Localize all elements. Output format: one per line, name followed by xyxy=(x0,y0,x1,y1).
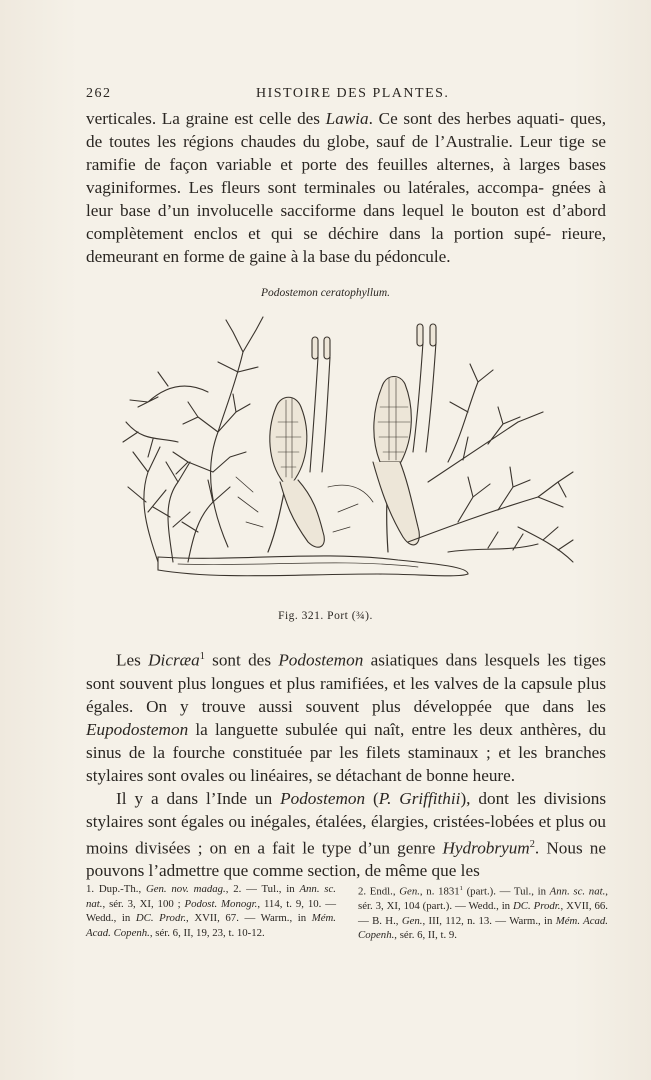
page-number: 262 xyxy=(86,86,112,101)
running-title: HISTOIRE DES PLANTES. xyxy=(256,86,450,101)
paragraph-3: Il y a dans l’Inde un Podostemon (P. Griffithii), dont les divisions stylaires sont égales ou inégales, étalées, élargies, cristées-lobées et plus ou moins divisées ; on en a fait le type d’un genre Hydrobryum$^2$. Nous ne pouvons l’admettre que comme section, de même que les xyxy=(86,788,607,881)
paragraph-1: verticales. La graine est celle des Lawia. Ce sont des herbes aquati- ques, de toutes les régions chaudes du globe, sauf de l’Australie. Leur tige se ramifie de façon variable et porte des feuilles alternes, à larges bases vaginiformes. Les fleurs sont terminales ou latérales, accompa- gnées à leur base d’un involucelle sacciforme dans lequel le bouton est d’abord complètement enclos et qui se déchire dans la portion supé- rieure, demeurant en forme de gaine à la base du pédoncule. xyxy=(86,109,607,266)
italic-text: Gen. xyxy=(399,885,420,898)
footnote-2: 2. Endl., Gen., n. 1831$^1$ (part.). — Tul., in Ann. sc. nat., sér. 3, XI, 104 (part.). — Wedd., in DC. Prodr., XVII, 66. — B. H., Gen., III, 112, n. 13. — Warm., in Mém. Acad. Copenh., sér. 6, II, t. 9. xyxy=(358,885,609,942)
italic-text: Mém. Acad. Copenh. xyxy=(358,914,609,942)
footnote-ref: 1 xyxy=(459,885,463,892)
italic-text: Mém. Acad. Copenh. xyxy=(86,912,336,939)
page-header xyxy=(86,86,606,106)
figure-title: Podostemon ceratophyllum. xyxy=(260,287,391,299)
italic-text: Gen. xyxy=(401,914,423,927)
footnote-ref: 1 xyxy=(199,651,205,662)
botanical-illustration xyxy=(118,312,578,602)
figure-caption: Fig. 321. Port (¾). xyxy=(278,610,373,622)
italic-text: Podostemon xyxy=(278,650,364,670)
italic-text: Eupodostemon xyxy=(86,719,189,739)
italic-text: Hydrobryum xyxy=(442,838,530,858)
paragraph-2: Les Dicræa$^1$ sont des Podostemon asiatiques dans lesquels les tiges sont souvent plus longues et plus ramifiées, et les valves de la capsule plus égales. On y trouve aussi souvent plus développée que dans les Eupodostemon la languette subulée qui naît, entre les deux anthères, du sinus de la fourche constituée par les filets staminaux ; et les branches stylaires sont ovales ou linéaires, se détachant de bonne heure. xyxy=(86,650,607,785)
italic-text: Dicræa xyxy=(148,650,200,670)
italic-text: Gen. nov. madag. xyxy=(145,883,226,895)
italic-text: Lawia xyxy=(325,109,369,128)
italic-text: Ann. sc. nat. xyxy=(86,883,336,910)
footnote-1: 1. Dup.-Th., Gen. nov. madag., 2. — Tul., in Ann. sc. nat., sér. 3, XI, 100 ; Podost. Monogr., 114, t. 9, 10. — Wedd., in DC. Prodr., XVII, 67. — Warm., in Mém. Acad. Copenh., sér. 6, II, 19, 23, t. 10-12. xyxy=(86,883,336,939)
footnote-ref: 2 xyxy=(529,838,535,850)
italic-text: Podostemon xyxy=(280,788,366,808)
italic-text: Ann. sc. nat. xyxy=(549,885,606,898)
italic-text: DC. Prodr. xyxy=(513,900,561,913)
paragraph-block-1 xyxy=(86,107,606,268)
italic-text: P. Griffithii xyxy=(378,788,461,808)
italic-text: DC. Prodr. xyxy=(135,912,187,924)
paragraph-block-2 xyxy=(86,645,606,882)
italic-text: Podost. Monogr. xyxy=(184,897,258,910)
